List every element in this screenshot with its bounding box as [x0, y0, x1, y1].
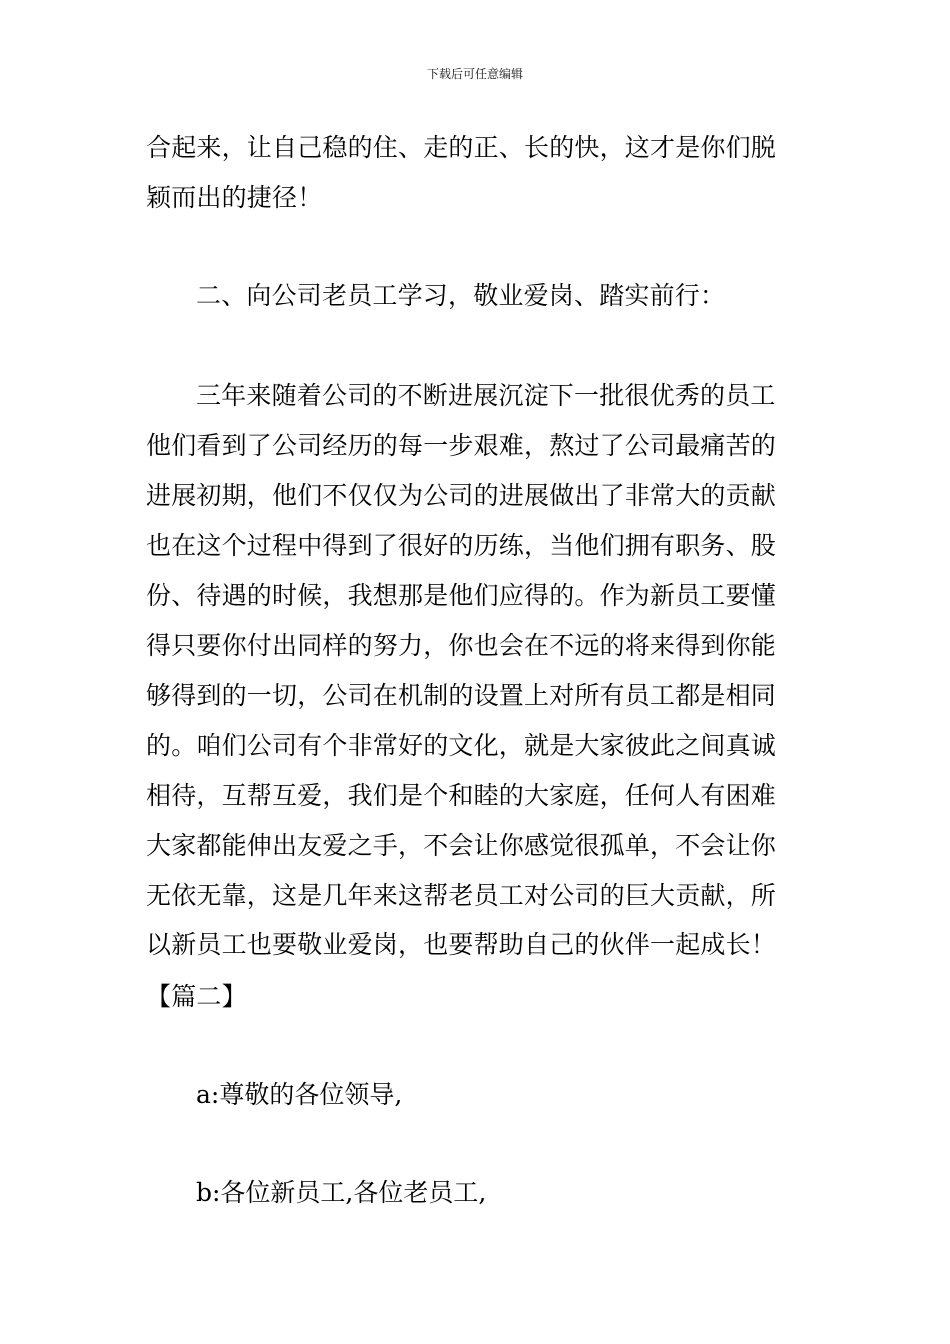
greeting-line: b:各位新员工,各位老员工,: [196, 1178, 487, 1207]
paragraph-line: 大家都能伸出友爱之手，不会让你感觉很孤单，不会让你: [146, 831, 777, 860]
paragraph-line: 也在这个过程中得到了很好的历练，当他们拥有职务、股: [146, 531, 777, 560]
paragraph-line: 够得到的一切，公司在机制的设置上对所有员工都是相同: [146, 681, 777, 710]
paragraph-line: 得只要你付出同样的努力，你也会在不远的将来得到你能: [146, 631, 777, 660]
paragraph-line: 他们看到了公司经历的每一步艰难，熬过了公司最痛苦的: [146, 431, 777, 460]
paragraph-line: 相待，互帮互爱，我们是个和睦的大家庭，任何人有困难: [146, 781, 777, 810]
paragraph-line: 以新员工也要敬业爱岗，也要帮助自己的伙伴一起成长！: [146, 930, 777, 959]
paragraph-line: 份、待遇的时候，我想那是他们应得的。作为新员工要懂: [146, 581, 777, 610]
section-title: 【篇二】: [146, 982, 247, 1011]
paragraph-line: 颖而出的捷径！: [146, 183, 323, 212]
paragraph-line: 进展初期，他们不仅仅为公司的进展做出了非常大的贡献: [146, 481, 777, 510]
section-heading: 二、向公司老员工学习，敬业爱岗、踏实前行：: [196, 281, 726, 310]
page-header: 下载后可任意编辑: [426, 67, 523, 81]
paragraph-line: 三年来随着公司的不断进展沉淀下一批很优秀的员工: [196, 381, 776, 410]
paragraph-line: 合起来，让自己稳的住、走的正、长的快，这才是你们脱: [146, 133, 777, 162]
paragraph-line: 的。咱们公司有个非常好的文化，就是大家彼此之间真诚: [146, 731, 777, 760]
paragraph-line: 无依无靠，这是几年来这帮老员工对公司的巨大贡献，所: [146, 881, 777, 910]
greeting-line: a:尊敬的各位领导,: [196, 1080, 403, 1109]
